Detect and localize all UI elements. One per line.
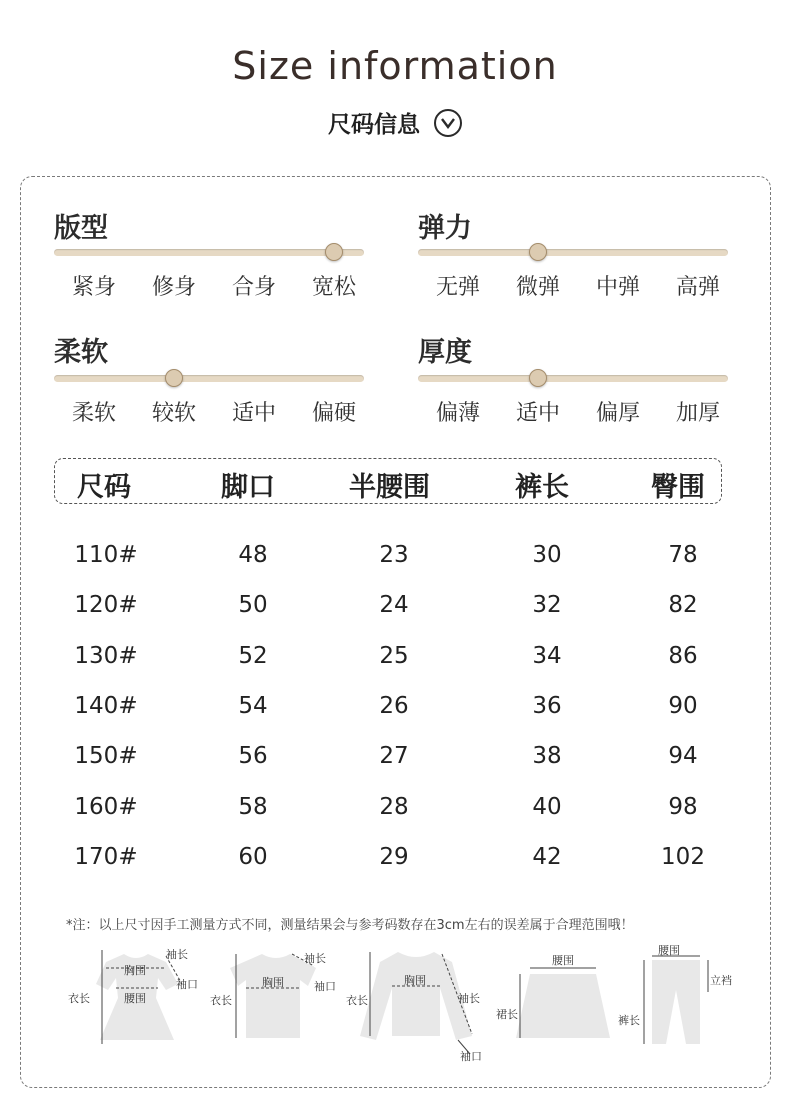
table-cell: 52 (238, 642, 268, 669)
length-label: 衣长 (68, 992, 90, 1005)
slider-labels (54, 396, 374, 427)
slider-knob (529, 369, 547, 387)
table-cell: 26 (379, 692, 409, 719)
chest-label: 胸围 (262, 976, 284, 989)
table-cell: 140# (74, 692, 138, 719)
table-cell: 86 (668, 642, 698, 669)
slider-knob (325, 243, 343, 261)
sleeve-length-label: 袖长 (458, 992, 480, 1005)
table-cell: 25 (379, 642, 409, 669)
table-cell: 30 (532, 542, 562, 568)
table-cell: 94 (668, 743, 698, 770)
table-cell: 27 (379, 743, 409, 770)
table-cell: 170# (74, 843, 138, 870)
column-header-half-waist: 半腰围 (349, 472, 430, 503)
slider-knob (529, 243, 547, 261)
table-row (0, 794, 790, 834)
table-cell: 40 (532, 793, 562, 820)
option-label: 修身 (151, 275, 196, 300)
slider-labels (418, 396, 738, 427)
pants-diagram (616, 940, 740, 1052)
table-cell: 98 (668, 793, 698, 820)
table-cell: 36 (532, 692, 562, 719)
table-cell: 50 (238, 592, 268, 619)
option-label: 紧身 (71, 275, 116, 300)
option-label: 合身 (231, 275, 276, 300)
table-cell: 110# (74, 542, 138, 568)
subtitle: 尺码信息 (328, 112, 420, 138)
pants-length-label: 裤长 (618, 1014, 640, 1027)
option-label: 偏硬 (311, 401, 356, 426)
slider-track (418, 249, 728, 256)
table-cell: 24 (379, 592, 409, 619)
slider-track (54, 249, 364, 256)
skirt-length-label: 裙长 (496, 1008, 518, 1021)
chest-label: 胸围 (124, 964, 146, 977)
size-table-header (54, 458, 722, 504)
table-cell: 82 (668, 592, 698, 619)
option-label: 偏薄 (435, 401, 480, 426)
table-cell: 160# (74, 793, 138, 820)
attribute-title: 厚度 (418, 337, 472, 368)
chevron-down-icon (434, 109, 462, 137)
table-cell: 102 (661, 843, 705, 870)
table-cell: 34 (532, 642, 562, 669)
table-cell: 54 (238, 692, 268, 719)
skirt-diagram (496, 940, 620, 1050)
table-row (0, 693, 790, 733)
table-cell: 29 (379, 843, 409, 870)
page-title: Size information (232, 44, 558, 88)
attribute-fit (54, 206, 374, 300)
rise-label: 立裆 (710, 974, 732, 987)
slider-knob (165, 369, 183, 387)
table-row (0, 743, 790, 783)
table-cell: 60 (238, 843, 268, 870)
table-row (0, 592, 790, 632)
table-cell: 90 (668, 692, 698, 719)
table-cell: 120# (74, 592, 138, 619)
cuff-label: 袖口 (460, 1050, 482, 1063)
tshirt-diagram (206, 940, 346, 1050)
slider-track (54, 375, 364, 382)
option-label: 适中 (231, 401, 276, 426)
sleeve-length-label: 袖长 (304, 952, 326, 965)
table-cell: 42 (532, 843, 562, 870)
option-label: 宽松 (311, 275, 356, 300)
subtitle-row (0, 106, 790, 139)
measurement-note: *注：以上尺寸因手工测量方式不同，测量结果会与参考码数存在3cm左右的误差属于合理范围哦！ (66, 918, 634, 933)
option-label: 柔软 (71, 401, 116, 426)
table-cell: 78 (668, 542, 698, 568)
slider-labels (418, 270, 738, 301)
table-cell: 48 (238, 542, 268, 568)
column-header-pants-length: 裤长 (515, 472, 569, 503)
table-cell: 130# (74, 642, 138, 669)
waist-label: 腰围 (658, 944, 680, 957)
slider-track (418, 375, 728, 382)
option-label: 加厚 (675, 401, 720, 426)
table-row (0, 844, 790, 884)
table-row (0, 542, 790, 582)
option-label: 较软 (151, 401, 196, 426)
attribute-thickness (418, 330, 738, 426)
cuff-label: 袖口 (314, 980, 336, 993)
chest-label: 胸围 (404, 974, 426, 987)
table-cell: 56 (238, 743, 268, 770)
column-header-size: 尺码 (77, 472, 131, 503)
column-header-leg-opening: 脚口 (221, 472, 275, 503)
dress-diagram (66, 940, 206, 1050)
table-cell: 150# (74, 743, 138, 770)
option-label: 适中 (515, 401, 560, 426)
slider-labels (54, 270, 374, 301)
column-header-hip: 臀围 (651, 472, 705, 503)
waist-label: 腰围 (124, 992, 146, 1005)
attribute-softness (54, 330, 374, 426)
sleeve-length-label: 袖长 (166, 948, 188, 961)
option-label: 中弹 (595, 275, 640, 300)
cuff-label: 袖口 (176, 978, 198, 991)
attribute-title: 版型 (54, 213, 108, 244)
length-label: 衣长 (210, 994, 232, 1007)
table-cell: 58 (238, 793, 268, 820)
table-cell: 32 (532, 592, 562, 619)
waist-label: 腰围 (552, 954, 574, 967)
option-label: 偏厚 (595, 401, 640, 426)
table-cell: 28 (379, 793, 409, 820)
option-label: 微弹 (515, 275, 560, 300)
sweater-diagram (346, 940, 492, 1068)
option-label: 无弹 (435, 275, 480, 300)
table-cell: 23 (379, 542, 409, 568)
attribute-title: 弹力 (418, 213, 472, 244)
table-cell: 38 (532, 743, 562, 770)
option-label: 高弹 (675, 275, 720, 300)
attribute-title: 柔软 (54, 337, 108, 368)
table-row (0, 643, 790, 683)
attribute-elasticity (418, 206, 738, 300)
length-label: 衣长 (346, 994, 368, 1007)
